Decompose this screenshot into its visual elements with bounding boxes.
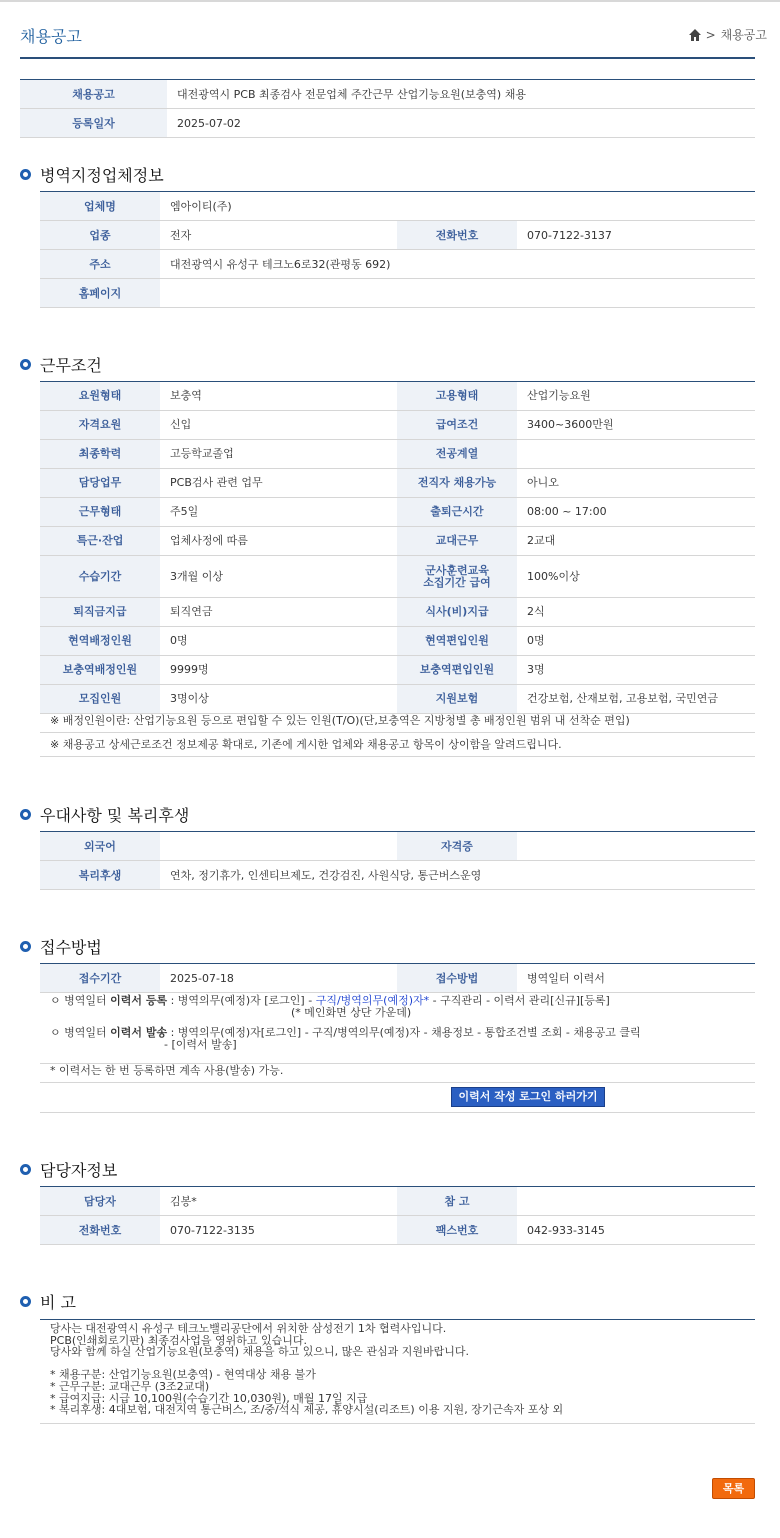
top-border (0, 0, 780, 2)
language-value (160, 832, 397, 861)
fax-label: 팩스번호 (397, 1216, 517, 1245)
work-cell-value: 3명 (517, 656, 755, 685)
page-header (20, 20, 767, 59)
work-cell-label: 자격요원 (40, 411, 160, 440)
work-cell-value: 08:00 ~ 17:00 (517, 498, 755, 527)
work-cell-value: 퇴직연금 (160, 598, 397, 627)
work-cell-label: 현역배정인원 (40, 627, 160, 656)
work-cell-value: 주5일 (160, 498, 397, 527)
table-row (40, 598, 755, 627)
table-row (40, 832, 755, 861)
work-cell-label: 요원형태 (40, 382, 160, 411)
benefits-section-heading (20, 803, 189, 826)
table-row (40, 469, 755, 498)
instruction-text: : 병역의무(예정)자 [로그인] - (167, 994, 316, 1007)
instruction-text: : 병역의무(예정)자[로그인] - 구직/병역의무(예정)자 - 채용정보 - 통합조건별 조회 - 채용공고 클릭 (167, 1026, 641, 1039)
work-note: ※ 배정인원이란: 산업기능요원 등으로 편입할 수 있는 인원(T/O)(단,보충역은 지방청별 총 배정인원 범위 내 선착순 편입) (40, 709, 755, 733)
industry-value: 전자 (160, 221, 397, 250)
table-row (40, 192, 755, 221)
company-section-title: 병역지정업체정보 (40, 166, 164, 185)
work-cell-label: 군사훈련교육 소집기간 급여 (397, 556, 517, 598)
work-cell-label: 지원보험 (397, 685, 517, 714)
table-row (40, 250, 755, 279)
work-cell-value: 보충역 (160, 382, 397, 411)
section-bullet-icon (20, 169, 31, 180)
table-row (40, 1187, 755, 1216)
table-row (40, 1216, 755, 1245)
posting-title-label: 채용공고 (20, 80, 167, 109)
remarks-section-heading (20, 1290, 76, 1313)
table-row (40, 656, 755, 685)
company-table (40, 191, 755, 308)
resume-login-button[interactable]: 이력서 작성 로그인 하러가기 (451, 1087, 605, 1107)
table-row (40, 411, 755, 440)
section-bullet-icon (20, 941, 31, 952)
breadcrumb-current[interactable]: 채용공고 (720, 28, 767, 42)
work-section-heading (20, 353, 102, 376)
certificate-label: 자격증 (397, 832, 517, 861)
section-bullet-icon (20, 1164, 31, 1175)
work-cell-value: 3400~3600만원 (517, 411, 755, 440)
posting-table (20, 79, 755, 138)
reference-value (517, 1187, 755, 1216)
table-row (40, 964, 755, 993)
work-cell-label: 현역편입인원 (397, 627, 517, 656)
work-cell-value: 신입 (160, 411, 397, 440)
posting-date-value: 2025-07-02 (167, 109, 755, 138)
login-button-area (40, 1083, 755, 1113)
home-icon[interactable] (688, 28, 702, 42)
apply-method-value: 병역일터 이력서 (517, 964, 755, 993)
work-cell-label: 모집인원 (40, 685, 160, 714)
company-name-label: 업체명 (40, 192, 160, 221)
work-cell-label: 보충역배정인원 (40, 656, 160, 685)
table-row (40, 221, 755, 250)
work-cell-value: 3개월 이상 (160, 556, 397, 598)
table-row (40, 382, 755, 411)
work-cell-label: 수습기간 (40, 556, 160, 598)
industry-label: 업종 (40, 221, 160, 250)
instruction-bold: 이력서 발송 (110, 1026, 168, 1039)
page-title: 채용공고 (20, 27, 82, 46)
work-cell-value: 9999명 (160, 656, 397, 685)
apply-period-label: 접수기간 (40, 964, 160, 993)
work-cell-value: 업체사정에 따름 (160, 527, 397, 556)
breadcrumb (688, 26, 767, 43)
apply-section-title: 접수방법 (40, 938, 102, 957)
remarks-text: 당사는 대전광역시 유성구 테크노밸리공단에서 위치한 삼성전기 1차 협력사입니다. PCB(인쇄회로기판) 최종검사업을 영위하고 있습니다. 당사와 함께 하실 산업기능요원(보충역) 채용을 하고 있으니, 많은 관심과 지원바랍니다. * 채용구분: 산업기능요원(보충역) - 현역대상 채용 불가 * 근무구분: 교대근무 (3조2교대) * 급여지급: 시급 10,100원(수습기간 10,030원), 매월 17일 지급 * 복리후생: 4대보험, 대전지역 통근버스, 조/중/석식 제공, 휴양시설(리조트) 이용 지원, 장기근속자 포상 외 (40, 1319, 755, 1424)
job-seeker-link[interactable]: 구직/병역의무(예정)자* (315, 994, 430, 1007)
address-label: 주소 (40, 250, 160, 279)
contact-table (40, 1186, 755, 1245)
instruction-text: - 구직관리 - 이력서 관리[신규][등록] (429, 994, 610, 1007)
register-instruction (50, 995, 755, 1019)
work-cell-label: 고용형태 (397, 382, 517, 411)
benefits-table (40, 831, 755, 890)
apply-note: * 이력서는 한 번 등록하면 계속 사용(발송) 가능. (40, 1062, 755, 1083)
work-cell-label: 퇴직금지급 (40, 598, 160, 627)
work-table (40, 381, 755, 714)
instruction-prefix: ㅇ 병역일터 (50, 1026, 111, 1039)
apply-period-value: 2025-07-18 (160, 964, 397, 993)
work-section-title: 근무조건 (40, 356, 102, 375)
table-row (40, 527, 755, 556)
certificate-value (517, 832, 755, 861)
company-phone-value: 070-7122-3137 (517, 221, 755, 250)
work-cell-label: 보충역편입인원 (397, 656, 517, 685)
work-cell-label: 최종학력 (40, 440, 160, 469)
instruction-subtext: - [이력서 발송] (164, 1038, 237, 1051)
contact-section-title: 담당자정보 (40, 1161, 118, 1180)
work-cell-value: 산업기능요원 (517, 382, 755, 411)
work-cell-value: 3명이상 (160, 685, 397, 714)
work-notes (40, 709, 755, 757)
table-row (40, 279, 755, 308)
breadcrumb-separator: > (705, 27, 716, 42)
posting-date-label: 등록일자 (20, 109, 167, 138)
welfare-value: 연차, 정기휴가, 인센티브제도, 건강검진, 사원식당, 통근버스운영 (160, 861, 755, 890)
homepage-label: 홈페이지 (40, 279, 160, 308)
table-row (40, 627, 755, 656)
list-button[interactable]: 목록 (712, 1478, 755, 1499)
apply-instructions (40, 995, 755, 1064)
work-cell-value: 2식 (517, 598, 755, 627)
section-bullet-icon (20, 809, 31, 820)
work-cell-label: 담당업무 (40, 469, 160, 498)
language-label: 외국어 (40, 832, 160, 861)
send-instruction (50, 1027, 755, 1051)
table-row (40, 556, 755, 598)
homepage-value[interactable] (160, 279, 755, 308)
table-row (40, 861, 755, 890)
remarks-section-title: 비 고 (40, 1293, 76, 1312)
instruction-prefix: ㅇ 병역일터 (50, 994, 111, 1007)
apply-method-label: 접수방법 (397, 964, 517, 993)
table-row (40, 440, 755, 469)
work-cell-value: 2교대 (517, 527, 755, 556)
contact-person-value: 김봉* (160, 1187, 397, 1216)
work-cell-label: 식사(비)지급 (397, 598, 517, 627)
apply-table (40, 963, 755, 993)
posting-title-value: 대전광역시 PCB 최종검사 전문업체 주간근무 산업기능요원(보충역) 채용 (167, 80, 755, 109)
apply-section-heading (20, 935, 102, 958)
work-cell-value: 건강보험, 산재보험, 고용보험, 국민연금 (517, 685, 755, 714)
work-note: ※ 채용공고 상세근로조건 정보제공 확대로, 기존에 게시한 업체와 채용공고 항목이 상이함을 알려드립니다. (40, 733, 755, 757)
work-cell-label: 근무형태 (40, 498, 160, 527)
contact-phone-value: 070-7122-3135 (160, 1216, 397, 1245)
work-cell-value: PCB검사 관련 업무 (160, 469, 397, 498)
table-row (20, 80, 755, 109)
contact-person-label: 담당자 (40, 1187, 160, 1216)
welfare-label: 복리후생 (40, 861, 160, 890)
work-cell-value: 100%이상 (517, 556, 755, 598)
instruction-bold: 이력서 등록 (110, 994, 168, 1007)
section-bullet-icon (20, 359, 31, 370)
work-cell-label: 출퇴근시간 (397, 498, 517, 527)
work-cell-value: 0명 (517, 627, 755, 656)
work-cell-label: 전공계열 (397, 440, 517, 469)
company-phone-label: 전화번호 (397, 221, 517, 250)
work-cell-value: 고등학교졸업 (160, 440, 397, 469)
section-bullet-icon (20, 1296, 31, 1307)
table-row (20, 109, 755, 138)
company-section-heading (20, 163, 164, 186)
work-cell-value: 아니오 (517, 469, 755, 498)
fax-value: 042-933-3145 (517, 1216, 755, 1245)
company-name-value: 엠아이티(주) (160, 192, 755, 221)
address-value: 대전광역시 유성구 테크노6로32(관평동 692) (160, 250, 755, 279)
work-cell-label: 전직자 채용가능 (397, 469, 517, 498)
reference-label: 참 고 (397, 1187, 517, 1216)
benefits-section-title: 우대사항 및 복리후생 (40, 806, 190, 825)
table-row (40, 498, 755, 527)
contact-phone-label: 전화번호 (40, 1216, 160, 1245)
work-cell-label: 급여조건 (397, 411, 517, 440)
work-cell-label: 교대근무 (397, 527, 517, 556)
instruction-subtext: (* 메인화면 상단 가운데) (291, 1006, 412, 1019)
work-cell-label: 특근·잔업 (40, 527, 160, 556)
work-cell-value: 0명 (160, 627, 397, 656)
contact-section-heading (20, 1158, 117, 1181)
work-cell-value (517, 440, 755, 469)
